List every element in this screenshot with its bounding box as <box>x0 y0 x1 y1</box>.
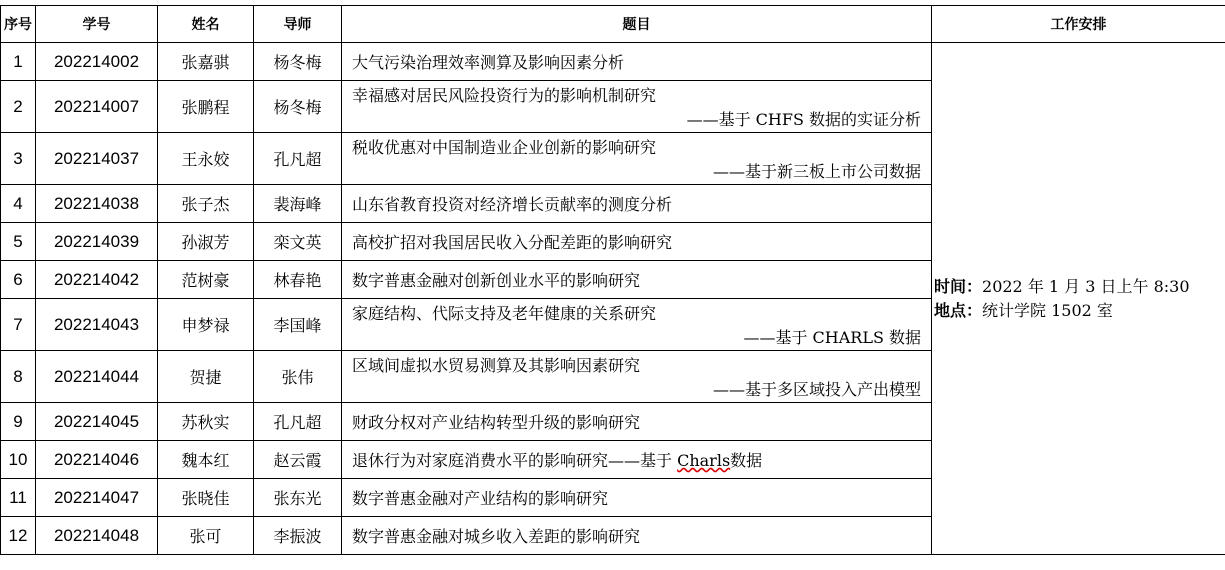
header-name: 姓名 <box>158 6 254 43</box>
cell-no: 12 <box>1 517 36 555</box>
cell-name: 魏本红 <box>158 441 254 479</box>
header-arrangement: 工作安排 <box>932 6 1225 43</box>
cell-name: 范树豪 <box>158 261 254 299</box>
cell-no: 8 <box>1 351 36 403</box>
title-main: 税收优惠对中国制造业企业创新的影响研究 <box>352 138 657 157</box>
cell-advisor: 张东光 <box>254 479 342 517</box>
cell-title <box>342 81 932 133</box>
cell-no: 1 <box>1 43 36 81</box>
title-main: 幸福感对居民风险投资行为的影响机制研究 <box>352 86 657 105</box>
cell-no: 10 <box>1 441 36 479</box>
arrangement-place <box>934 299 1225 323</box>
cell-name: 张可 <box>158 517 254 555</box>
title-subtitle: ——基于 CHARLS 数据 <box>743 328 921 347</box>
cell-name: 张子杰 <box>158 185 254 223</box>
title-main: 家庭结构、代际支持及老年健康的关系研究 <box>352 304 657 323</box>
header-title: 题目 <box>342 6 932 43</box>
cell-advisor: 杨冬梅 <box>254 81 342 133</box>
cell-advisor: 张伟 <box>254 351 342 403</box>
cell-id: 202214045 <box>36 403 158 441</box>
cell-id: 202214048 <box>36 517 158 555</box>
cell-name: 贺捷 <box>158 351 254 403</box>
cell-advisor: 栾文英 <box>254 223 342 261</box>
cell-advisor: 李振波 <box>254 517 342 555</box>
title-charls: Charls <box>677 451 731 470</box>
cell-no: 4 <box>1 185 36 223</box>
cell-title <box>342 299 932 351</box>
cell-title: 大气污染治理效率测算及影响因素分析 <box>342 43 932 81</box>
header-advisor: 导师 <box>254 6 342 43</box>
cell-arrangement <box>932 43 1225 555</box>
defense-schedule-table <box>0 5 1225 555</box>
place-label: 地点： <box>934 300 983 320</box>
cell-id: 202214046 <box>36 441 158 479</box>
cell-title: 财政分权对产业结构转型升级的影响研究 <box>342 403 932 441</box>
cell-name: 申梦禄 <box>158 299 254 351</box>
cell-name: 张晓佳 <box>158 479 254 517</box>
header-no: 序号 <box>1 6 36 43</box>
cell-no: 6 <box>1 261 36 299</box>
time-value: 2022 年 1 月 3 日上午 8:30 <box>982 276 1190 296</box>
cell-no: 11 <box>1 479 36 517</box>
cell-name: 苏秋实 <box>158 403 254 441</box>
cell-advisor: 孔凡超 <box>254 403 342 441</box>
cell-title: 数字普惠金融对产业结构的影响研究 <box>342 479 932 517</box>
cell-advisor: 李国峰 <box>254 299 342 351</box>
cell-id: 202214038 <box>36 185 158 223</box>
title-post: 数据 <box>730 451 763 470</box>
header-row <box>1 6 1225 43</box>
cell-title <box>342 351 932 403</box>
cell-id: 202214037 <box>36 133 158 185</box>
title-subtitle: ——基于多区域投入产出模型 <box>712 380 921 399</box>
cell-title: 山东省教育投资对经济增长贡献率的测度分析 <box>342 185 932 223</box>
header-student-id: 学号 <box>36 6 158 43</box>
cell-title: 数字普惠金融对城乡收入差距的影响研究 <box>342 517 932 555</box>
cell-id: 202214043 <box>36 299 158 351</box>
cell-advisor: 赵云霞 <box>254 441 342 479</box>
cell-no: 3 <box>1 133 36 185</box>
cell-no: 9 <box>1 403 36 441</box>
cell-advisor: 孔凡超 <box>254 133 342 185</box>
cell-name: 王永姣 <box>158 133 254 185</box>
cell-no: 7 <box>1 299 36 351</box>
cell-advisor: 裴海峰 <box>254 185 342 223</box>
cell-title: 数字普惠金融对创新创业水平的影响研究 <box>342 261 932 299</box>
title-main: 区域间虚拟水贸易测算及其影响因素研究 <box>352 356 641 375</box>
cell-name: 孙淑芳 <box>158 223 254 261</box>
place-value: 统计学院 1502 室 <box>982 300 1113 320</box>
title-subtitle: ——基于 CHFS 数据的实证分析 <box>686 110 921 129</box>
time-label: 时间： <box>934 276 983 296</box>
cell-advisor: 林春艳 <box>254 261 342 299</box>
title-subtitle: ——基于新三板上市公司数据 <box>712 162 921 181</box>
table-row <box>1 43 1225 81</box>
cell-title <box>342 441 932 479</box>
cell-title <box>342 133 932 185</box>
cell-id: 202214044 <box>36 351 158 403</box>
cell-id: 202214002 <box>36 43 158 81</box>
cell-title: 高校扩招对我国居民收入分配差距的影响研究 <box>342 223 932 261</box>
cell-no: 5 <box>1 223 36 261</box>
cell-no: 2 <box>1 81 36 133</box>
cell-id: 202214039 <box>36 223 158 261</box>
cell-id: 202214007 <box>36 81 158 133</box>
arrangement-time <box>934 275 1225 299</box>
title-pre: 退休行为对家庭消费水平的影响研究——基于 <box>352 451 678 470</box>
cell-name: 张鹏程 <box>158 81 254 133</box>
cell-id: 202214042 <box>36 261 158 299</box>
cell-advisor: 杨冬梅 <box>254 43 342 81</box>
cell-id: 202214047 <box>36 479 158 517</box>
cell-name: 张嘉骐 <box>158 43 254 81</box>
